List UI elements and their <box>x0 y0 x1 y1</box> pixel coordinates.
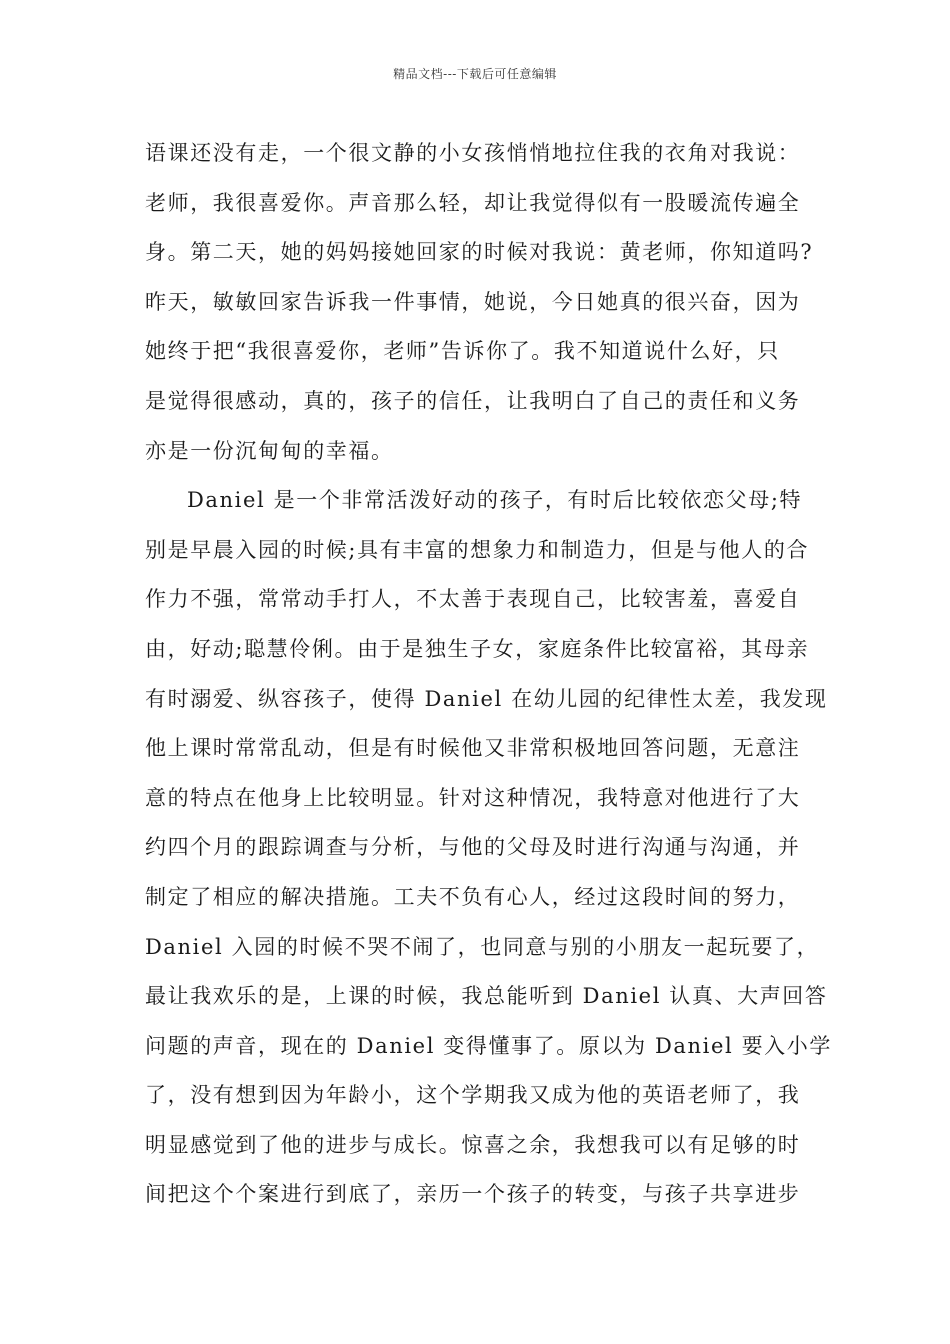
text-line: 身。第二天，她的妈妈接她回家的时候对我说：黄老师，你知道吗? <box>145 240 814 265</box>
text-line: 制定了相应的解决措施。工夫不负有心人，经过这段时间的努力， <box>145 884 801 909</box>
text-line: 别是早晨入园的时候;具有丰富的想象力和制造力，但是与他人的合 <box>145 537 810 562</box>
text-line: 她终于把“我很喜爱你，老师”告诉你了。我不知道说什么好，只 <box>145 339 780 364</box>
text-line: 意的特点在他身上比较明显。针对这种情况，我特意对他进行了大 <box>145 785 801 810</box>
text-line: 作力不强，常常动手打人，不太善于表现自己，比较害羞，喜爱自 <box>145 587 801 612</box>
text-line: 他上课时常常乱动，但是有时候他又非常积极地回答问题，无意注 <box>145 736 801 761</box>
text-line: 有时溺爱、纵容孩子，使得 Daniel 在幼儿园的纪律性太差，我发现 <box>145 686 828 711</box>
text-line: Daniel 是一个非常活泼好动的孩子，有时后比较依恋父母;特 <box>187 488 803 513</box>
page-header: 精品文档---下载后可任意编辑 <box>393 67 557 81</box>
text-line: 最让我欢乐的是，上课的时候，我总能听到 Daniel 认真、大声回答 <box>145 984 828 1009</box>
text-line: 昨天，敏敏回家告诉我一件事情，她说，今日她真的很兴奋，因为 <box>145 289 801 314</box>
paragraph <box>145 476 832 1220</box>
text-line: 了，没有想到因为年龄小，这个学期我又成为他的英语老师了，我 <box>145 1083 801 1108</box>
text-line: 明显感觉到了他的进步与成长。惊喜之余，我想我可以有足够的时 <box>145 1132 801 1157</box>
text-line: 由，好动;聪慧伶俐。由于是独生子女，家庭条件比较富裕，其母亲 <box>145 636 810 661</box>
text-line: 是觉得很感动，真的，孩子的信任，让我明白了自己的责任和义务 <box>145 388 801 413</box>
text-line: 约四个月的跟踪调查与分析，与他的父母及时进行沟通与沟通，并 <box>145 835 801 860</box>
text-line: 间把这个个案进行到底了，亲历一个孩子的转变，与孩子共享进步 <box>145 1182 801 1207</box>
text-line: Daniel 入园的时候不哭不闹了，也同意与别的小朋友一起玩要了， <box>145 934 820 959</box>
text-line: 问题的声音，现在的 Daniel 变得懂事了。原以为 Daniel 要入小学 <box>145 1033 832 1058</box>
text-line: 语课还没有走，一个很文静的小女孩悄悄地拉住我的衣角对我说： <box>145 141 801 165</box>
text-line: 老师，我很喜爱你。声音那么轻，却让我觉得似有一股暖流传遍全 <box>145 190 801 215</box>
document-body <box>145 129 832 1220</box>
text-line: 亦是一份沉甸甸的幸福。 <box>145 438 394 463</box>
paragraph <box>145 129 825 476</box>
